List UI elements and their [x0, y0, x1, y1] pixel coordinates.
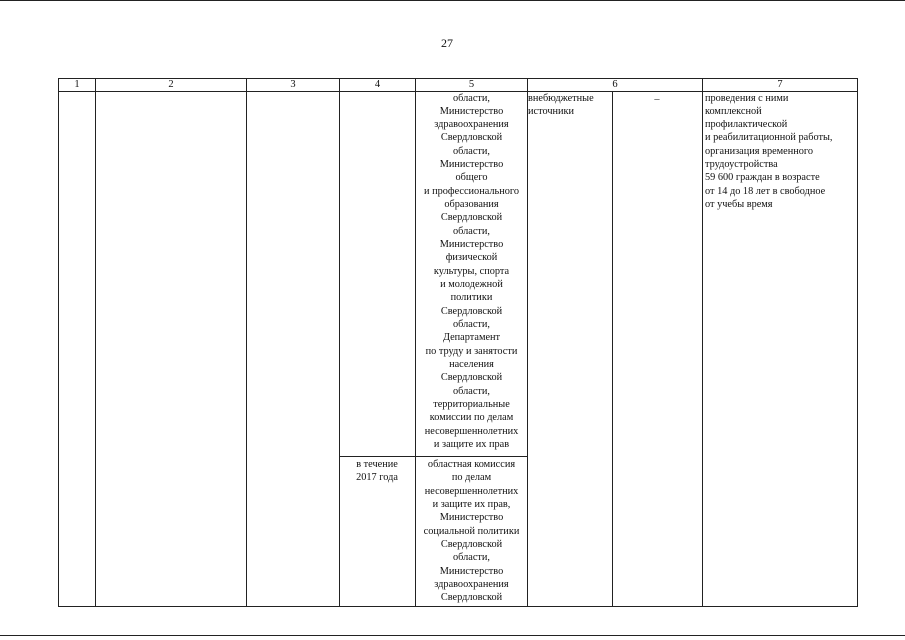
- column-header-2: 2: [168, 79, 174, 90]
- cell-line: и защите их прав: [433, 439, 510, 450]
- cell-line: Министерство: [439, 159, 504, 170]
- cell-line: несовершеннолетних: [424, 486, 519, 497]
- cell-line: области,: [453, 146, 490, 157]
- cell-line: трудоустройства: [705, 159, 778, 170]
- cell-line: организация временного: [705, 146, 814, 157]
- column-header-7: 7: [777, 79, 783, 90]
- cell-line: Свердловской: [440, 132, 503, 143]
- cell-line: области,: [453, 319, 490, 330]
- funding-source-line: источники: [528, 106, 575, 117]
- cell-line: от учебы время: [705, 199, 773, 210]
- period-line: 2017 года: [356, 472, 398, 483]
- funding-amount: –: [654, 94, 660, 105]
- column-header-1: 1: [74, 79, 80, 90]
- cell-line: области,: [453, 93, 490, 104]
- column-header-6: 6: [612, 79, 618, 90]
- cell-line: и молодежной: [440, 279, 503, 290]
- period-line: в течение: [356, 459, 398, 470]
- cell-line: по труду и занятости: [425, 346, 518, 357]
- cell-line: Свердловской: [440, 592, 503, 603]
- cell-line: 59 600 граждан в возрасте: [705, 172, 820, 183]
- cell-line: социальной политики: [423, 526, 520, 537]
- cell-line: здравоохранения: [434, 579, 509, 590]
- cell-line: населения: [449, 359, 494, 370]
- cell-line: и защите их прав,: [432, 499, 511, 510]
- cell-line: области,: [453, 226, 490, 237]
- cell-line: Свердловской: [440, 306, 503, 317]
- cell-line: Свердловской: [440, 212, 503, 223]
- cell-line: от 14 до 18 лет в свободное: [705, 186, 826, 197]
- cell-line: области,: [453, 386, 490, 397]
- cell-line: и профессионального: [424, 186, 519, 197]
- cell-line: образования: [444, 199, 499, 210]
- cell-line: Министерство: [439, 566, 504, 577]
- cell-line: культуры, спорта: [433, 266, 510, 277]
- cell-line: Министерство: [439, 239, 504, 250]
- cell-line: Министерство: [439, 106, 504, 117]
- cell-line: проведения с ними: [705, 93, 789, 104]
- cell-line: Свердловской: [440, 539, 503, 550]
- cell-line: Департамент: [442, 332, 501, 343]
- cell-line: Свердловской: [440, 372, 503, 383]
- cell-line: комиссии по делам: [429, 412, 514, 423]
- cell-line: физической: [445, 252, 498, 263]
- column-header-5: 5: [468, 79, 475, 90]
- cell-line: Министерство: [439, 512, 504, 523]
- cell-line: несовершеннолетних: [424, 426, 519, 437]
- funding-source-line: внебюджетные: [528, 93, 594, 104]
- cell-line: территориальные: [433, 399, 510, 410]
- column-header-4: 4: [374, 79, 381, 90]
- cell-line: политики: [450, 292, 493, 303]
- column-header-3: 3: [290, 79, 296, 90]
- cell-line: профилактической: [705, 119, 788, 130]
- cell-line: комплексной: [705, 106, 762, 117]
- cell-line: областная комиссия: [427, 459, 516, 470]
- cell-line: и реабилитационной работы,: [705, 132, 833, 143]
- cell-line: по делам: [451, 472, 492, 483]
- page-number: 27: [441, 36, 453, 50]
- cell-line: здравоохранения: [434, 119, 509, 130]
- cell-line: общего: [455, 172, 488, 183]
- cell-line: области,: [453, 552, 490, 563]
